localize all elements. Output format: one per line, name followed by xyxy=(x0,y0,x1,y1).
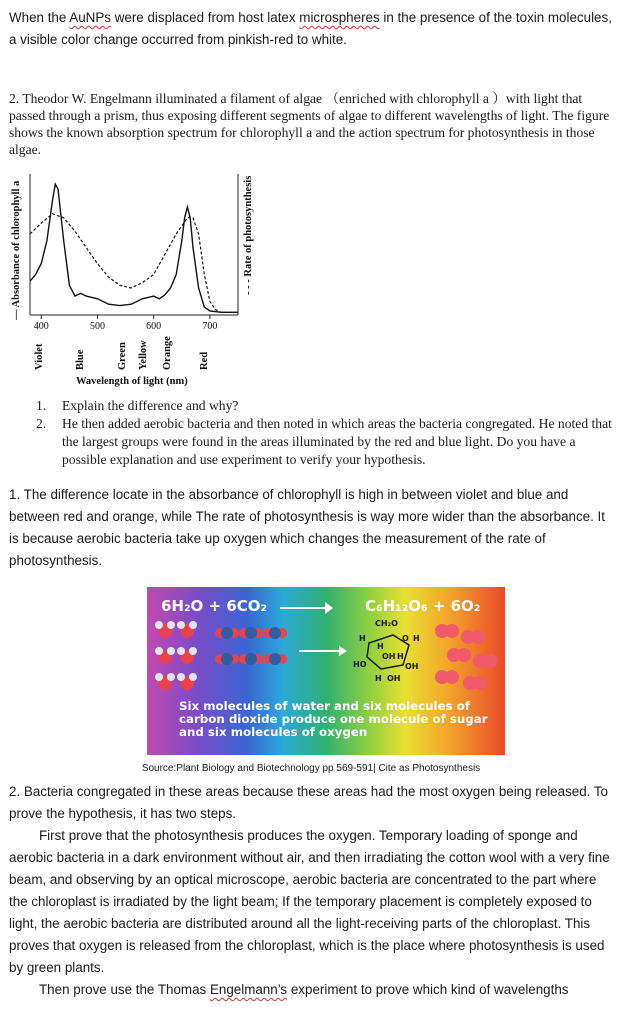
water-hydrogen-atom xyxy=(177,673,185,681)
co2-carbon-atom xyxy=(221,627,233,639)
co2-carbon-atom xyxy=(269,653,281,665)
y-axis-label-right: - - - Rate of photosynthesis xyxy=(243,175,254,295)
co2-carbon-atom xyxy=(269,627,281,639)
oxygen-atom xyxy=(445,670,459,684)
glucose-atom-label: H xyxy=(377,642,384,651)
glucose-atom-label: H xyxy=(397,652,404,661)
oxygen-atom xyxy=(473,676,487,690)
water-hydrogen-atom xyxy=(167,647,175,655)
question-item-1: 1. Explain the difference and why? xyxy=(36,398,239,413)
oxygen-atom xyxy=(483,654,497,668)
water-hydrogen-atom xyxy=(177,621,185,629)
color-band-label: Violet xyxy=(34,343,45,370)
color-band-label: Yellow xyxy=(138,340,149,370)
oxygen-molecules xyxy=(435,624,497,690)
water-hydrogen-atom xyxy=(189,647,197,655)
glucose-atom-label: H xyxy=(359,634,366,643)
question-list xyxy=(36,397,616,469)
microspheres-word: microspheres xyxy=(299,10,380,25)
water-hydrogen-atom xyxy=(155,673,163,681)
engelmann-word: Engelmann’s xyxy=(209,982,288,997)
glucose-atom-label: OH xyxy=(382,652,396,661)
figure-source: Source:Plant Biology and Biotechnology pp 569-591| Cite as Photosynthesis xyxy=(141,763,481,774)
x-tick-label: 500 xyxy=(89,321,105,332)
color-band-label: Orange xyxy=(162,336,173,370)
photosynthesis-rate-line xyxy=(30,214,238,312)
co2-carbon-atom xyxy=(245,627,257,639)
glucose-atom-label: O xyxy=(402,634,409,643)
water-molecules xyxy=(155,621,197,690)
equation-reactants: 6H₂O + 6CO₂ xyxy=(161,597,268,615)
glucose-atom-label: OH xyxy=(387,674,401,683)
color-band-label: Green xyxy=(117,342,128,370)
glucose-atom-label: HO xyxy=(353,660,367,669)
glucose-atom-label: H xyxy=(375,674,382,683)
water-hydrogen-atom xyxy=(155,621,163,629)
question-intro: 2. Theodor W. Engelmann illuminated a filament of algae （enriched with chlorophyll a ）with light that passed through a prism, thus exposing different segments of algae to different wavelengths of light. The figure shows the known absorption spectrum for chlorophyll a and the action spectrum for photosynthesis in those algae. xyxy=(9,91,610,157)
x-tick-label: 700 xyxy=(202,321,218,332)
absorption-action-chart xyxy=(10,170,255,390)
question-item-2: 2. He then added aerobic bacteria and then noted in which areas the bacteria congregated. He noted that the largest groups were found in the areas illuminated by the red and blue light. Do you have a possible explanation and use experiment to verify your hypothesis. xyxy=(36,416,612,467)
water-hydrogen-atom xyxy=(189,621,197,629)
equation-products: C₆H₁₂O₆ + 6O₂ xyxy=(365,597,481,615)
answer-2-step-2: Then prove use the Thomas Engelmann’s experiment to prove which kind of wavelengths xyxy=(39,982,569,997)
water-hydrogen-atom xyxy=(189,673,197,681)
glucose-atom-label: H xyxy=(413,634,420,643)
x-axis-label: Wavelength of light (nm) xyxy=(76,376,188,387)
water-hydrogen-atom xyxy=(167,621,175,629)
aunps-word: AuNPs xyxy=(69,10,111,25)
carbon-dioxide-molecules xyxy=(215,627,287,665)
figure-caption: Six molecules of water and six molecules of carbon dioxide produce one molecule of sugar and six molecules of oxygen xyxy=(179,699,488,739)
x-tick-label: 600 xyxy=(146,321,162,332)
color-band-label: Blue xyxy=(75,349,86,370)
equation-arrowhead xyxy=(325,602,333,614)
oxygen-atom xyxy=(445,624,459,638)
glucose-molecule xyxy=(353,619,420,683)
co2-carbon-atom xyxy=(221,653,233,665)
water-hydrogen-atom xyxy=(177,647,185,655)
absorbance-line xyxy=(30,184,238,312)
answer-1: 1. The difference locate in the absorbance of chlorophyll is high in between violet and blue and between red and orange, while The rate of photosynthesis is way more wider than the absorbance. It is because aerobic bacteria take up oxygen which changes the measurement of the rate of photosynthesis. xyxy=(9,487,605,568)
color-band-label: Red xyxy=(199,351,210,370)
answer-2-intro: 2. Bacteria congregated in these areas because these areas had the most oxygen being released. To prove the hypothesis, it has two steps. xyxy=(9,784,609,821)
photosynthesis-figure xyxy=(147,587,505,755)
water-hydrogen-atom xyxy=(167,673,175,681)
water-hydrogen-atom xyxy=(155,647,163,655)
answer-2-step-1: First prove that the photosynthesis produces the oxygen. Temporary loading of sponge and aerobic bacteria in a dark environment without air, and then irradiating the cotton wool with a very fine beam, and observing by an optical microscope, aerobic bacteria are concentrated to the part where the chloroplast is irradiated by the light beam; If the temporary placement is completely exposed to light, the aerobic bacteria are distributed around all the light-receiving parts of the chloroplast. This proves that oxygen is released from the chloroplast, which is the place where photosynthesis is used by green plants. xyxy=(9,828,610,975)
oxygen-atom xyxy=(471,630,485,644)
oxygen-atom xyxy=(457,648,471,662)
equation-arrow xyxy=(280,607,328,609)
intro-paragraph: When the AuNPs were displaced from host latex microspheres in the presence of the toxin molecules, a visible color change occurred from pinkish-red to white. xyxy=(9,10,612,47)
x-tick-label: 400 xyxy=(33,321,49,332)
reaction-arrow xyxy=(299,646,347,656)
co2-carbon-atom xyxy=(245,653,257,665)
glucose-atom-label: CH₂O xyxy=(375,619,398,628)
glucose-atom-label: OH xyxy=(405,662,419,671)
y-axis-label-left: — Absorbance of chlorophyll a xyxy=(11,180,22,320)
